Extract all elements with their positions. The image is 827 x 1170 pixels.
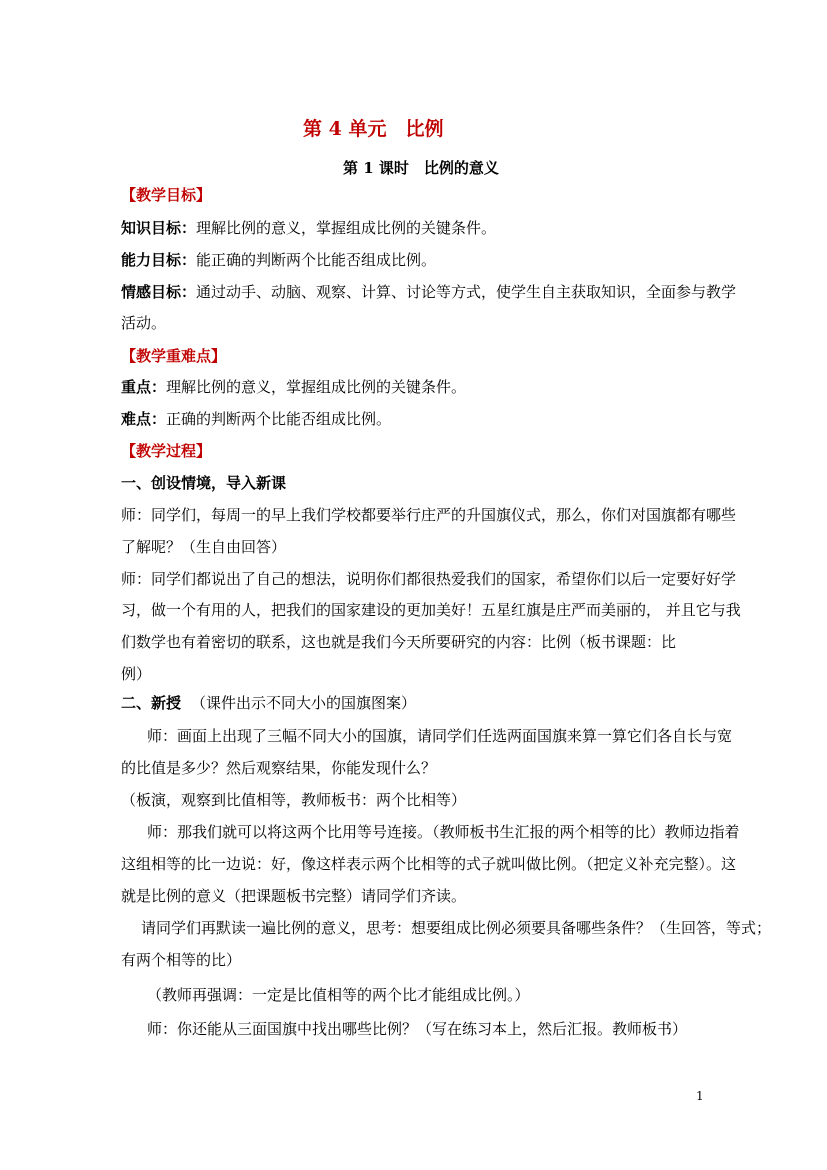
paragraph-2-line-4: 例） <box>121 665 152 683</box>
paragraph-1-line-2: 了解呢？（生自由回答） <box>121 538 287 556</box>
emotion-goal-text: 通过动手、动脑、观察、计算、讨论等方式，使学生自主获取知识，全面参与教学 <box>196 283 737 301</box>
difficult-point-text: 正确的判断两个比能否组成比例。 <box>166 410 392 428</box>
paragraph-3-line-2: 的比值是多少？然后观察结果，你能发现什么？ <box>121 759 437 777</box>
knowledge-goal-label: 知识目标： <box>121 219 197 237</box>
paragraph-5-line-3: 就是比例的意义（把课题板书完整）请同学们齐读。 <box>121 887 467 905</box>
lesson-title: 第 1 课时 比例的意义 <box>343 159 499 177</box>
paragraph-2-line-3: 们数学也有着密切的联系，这也就是我们今天所要研究的内容：比例（板书课题：比 <box>121 633 677 651</box>
paragraph-5-line-2: 这组相等的比一边说：好，像这样表示两个比相等的式子就叫做比例。（把定义补充完整）。这 <box>121 855 737 873</box>
key-point <box>121 377 466 397</box>
paragraph-7-line-1: （教师再强调：一定是比值相等的两个比才能组成比例。） <box>147 986 530 1004</box>
paragraph-1-line-1: 师：同学们，每周一的早上我们学校都要举行庄严的升国旗仪式，那么，你们对国旗都有哪些 <box>121 506 737 524</box>
paragraph-3-line-1: 师：画面上出现了三幅不同大小的国旗，请同学们任选两面国旗来算一算它们各自长与宽 <box>147 727 733 745</box>
key-point-label: 重点： <box>121 378 167 396</box>
difficult-point-label: 难点： <box>121 410 167 428</box>
emotion-goal-label: 情感目标： <box>121 283 197 301</box>
paragraph-6-line-1: 请同学们再默读一遍比例的意义，思考：想要组成比例必须要具备哪些条件？（生回答，等式； <box>141 919 772 937</box>
section-2-title: 二、新授 <box>121 694 182 712</box>
goals-heading: 【教学目标】 <box>121 186 212 204</box>
paragraph-4-line-1: （板演，观察到比值相等，教师板书：两个比相等） <box>121 791 467 809</box>
paragraph-2-line-2: 习，做一个有用的人，把我们的国家建设的更加美好！五星红旗是庄严而美丽的， 并且它与我 <box>121 601 741 619</box>
paragraph-6-line-2: 有两个相等的比） <box>121 951 242 969</box>
page-number: 1 <box>696 1089 704 1103</box>
paragraph-5-line-1: 师：那我们就可以将这两个比用等号连接。（教师板书生汇报的两个相等的比）教师边指着 <box>147 823 740 841</box>
key-point-text: 理解比例的意义，掌握组成比例的关键条件。 <box>166 378 467 396</box>
knowledge-goal-text: 理解比例的意义，掌握组成比例的关键条件。 <box>196 219 497 237</box>
process-heading: 【教学过程】 <box>121 442 212 460</box>
section-2-note: （课件出示不同大小的国旗图案） <box>191 694 417 712</box>
key-points-heading: 【教学重难点】 <box>121 347 227 365</box>
paragraph-2-line-1: 师：同学们都说出了自己的想法，说明你们都很热爱我们的国家，希望你们以后一定要好好学 <box>121 570 737 588</box>
section-2-title-row <box>121 693 416 713</box>
paragraph-8-line-1: 师：你还能从三面国旗中找出哪些比例？（写在练习本上，然后汇报。教师板书） <box>147 1020 688 1038</box>
knowledge-goal <box>121 218 496 238</box>
unit-title: 第 4 单元 比例 <box>303 118 444 140</box>
section-1-title: 一、创设情境，导入新课 <box>121 474 287 492</box>
difficult-point <box>121 409 391 429</box>
ability-goal <box>121 250 436 270</box>
emotion-goal-cont: 活动。 <box>121 314 167 332</box>
emotion-goal <box>121 282 736 302</box>
ability-goal-label: 能力目标： <box>121 251 197 269</box>
ability-goal-text: 能正确的判断两个比能否组成比例。 <box>196 251 437 269</box>
